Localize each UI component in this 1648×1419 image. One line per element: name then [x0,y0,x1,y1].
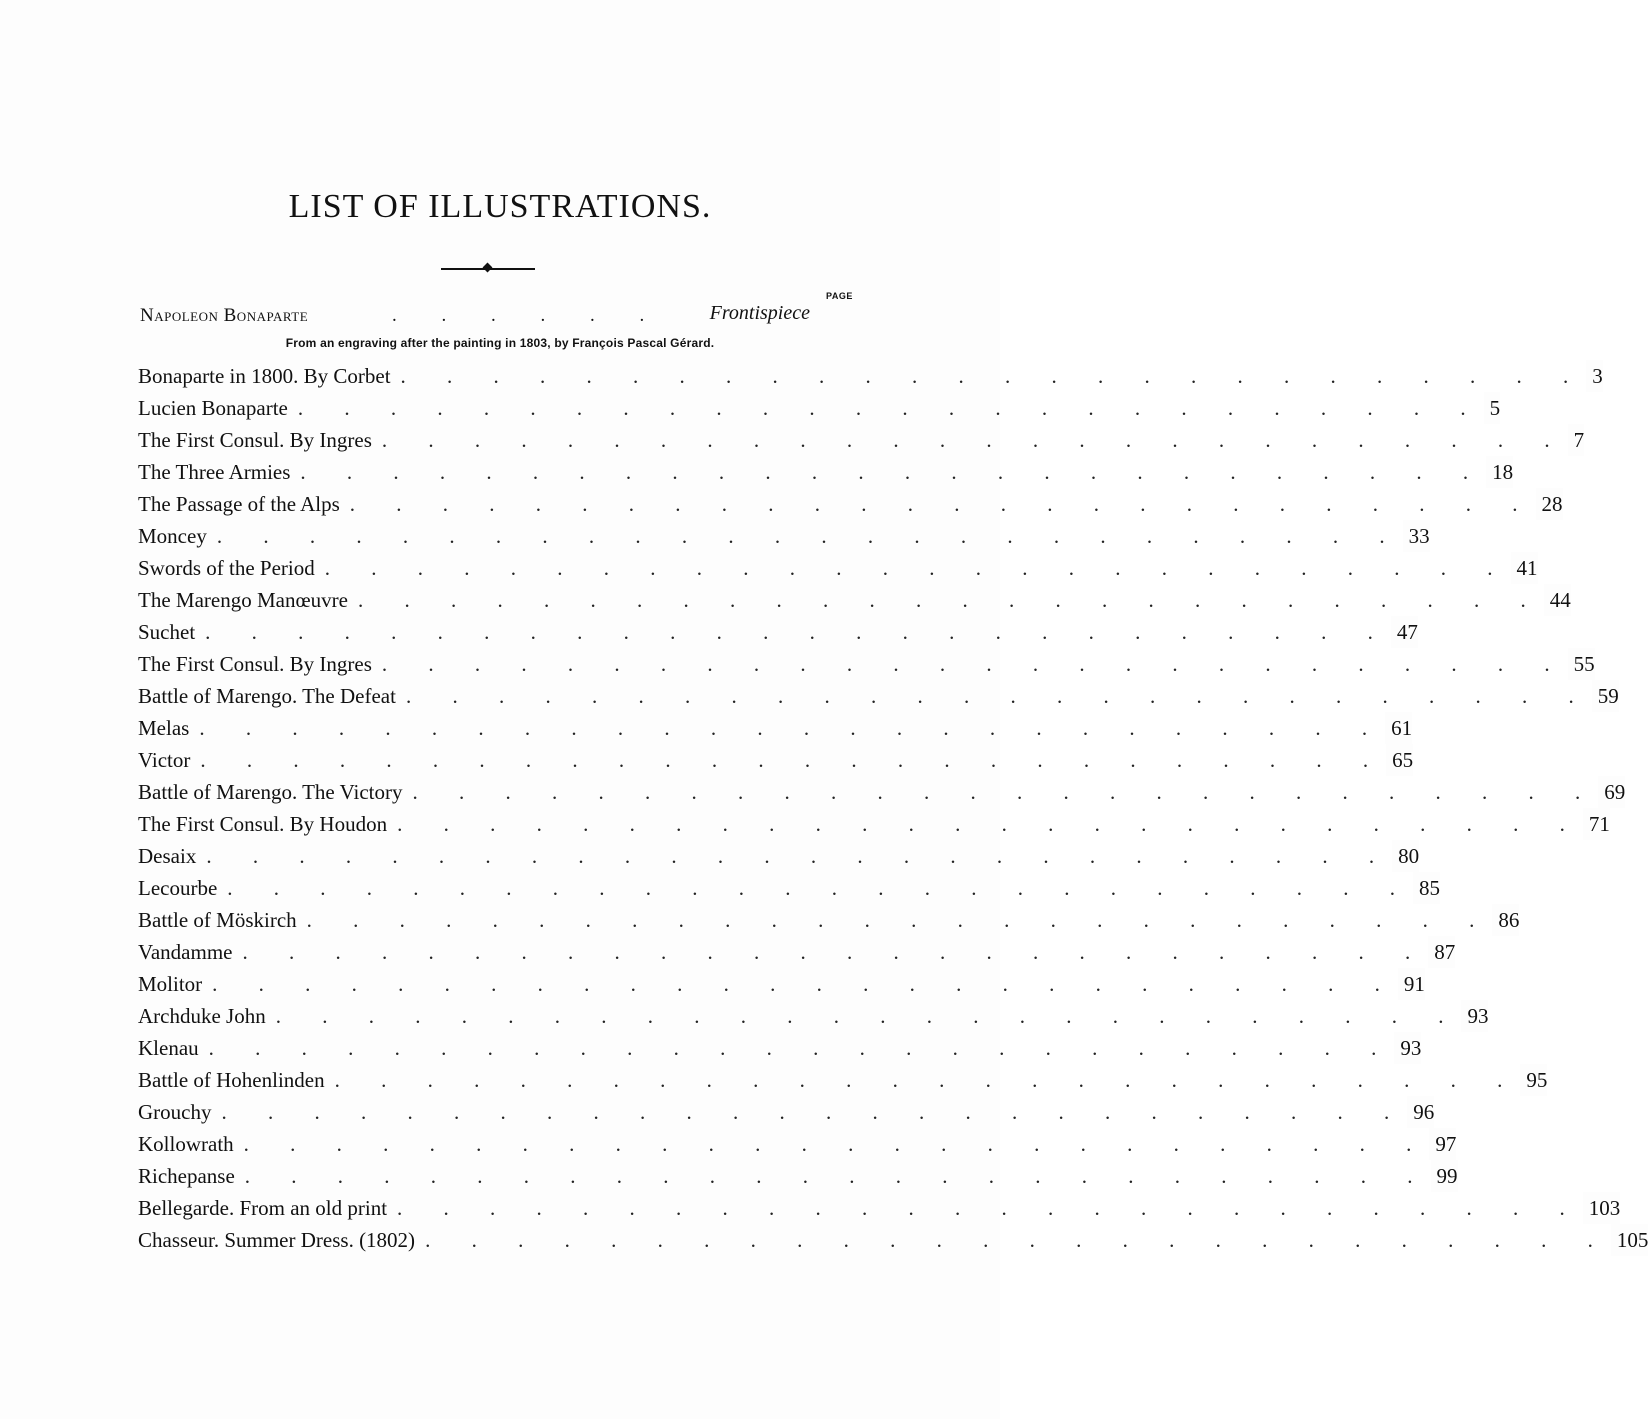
dot-leader: . . . . . . . . . . . . . . . . . . . . . . . . . . [208,1036,1395,1060]
list-item [138,1160,1458,1192]
entry-title: Bellegarde. From an old print [138,1192,397,1224]
entry-page-number: 71 [1583,808,1610,840]
entry-page-number: 5 [1484,392,1501,424]
entry-title: Lecourbe [138,872,227,904]
dot-leader: . . . . . . . . . . . . . . . . . . . . . . . . . . [425,1228,1611,1252]
list-item [138,552,1538,584]
entry-title: The First Consul. By Houdon [138,808,397,840]
entry-title: Moncey [138,520,217,552]
dot-leader: . . . . . . . . . . . . . . . . . . . . . . . . . . [405,684,1592,708]
entry-page-number: 93 [1461,1000,1488,1032]
list-item [138,1032,1422,1064]
entry-page-number: 59 [1592,680,1619,712]
entry-page-number: 18 [1486,456,1513,488]
dot-leader: . . . . . . . . . . . . . . . . . . . . . . . . . . [221,1100,1408,1124]
entry-title: Battle of Möskirch [138,904,307,936]
list-item [138,616,1418,648]
entry-page-number: 28 [1536,488,1563,520]
entry-title: Battle of Marengo. The Defeat [138,680,406,712]
entry-page-number: 47 [1391,616,1418,648]
dot-leader: . . . . . . . . . . . . . . . . . . . . . . . . . . [306,908,1493,932]
entry-title: Vandamme [138,936,242,968]
entry-page-number: 91 [1398,968,1425,1000]
dot-leader: . . . . . . . . . . . . . . . . . . . . . . . . . . [275,1004,1462,1028]
entry-title: The Three Armies [138,456,300,488]
entry-title: The First Consul. By Ingres [138,648,382,680]
page-column-label: PAGE [826,291,853,301]
entry-title: Bonaparte in 1800. By Corbet [138,360,401,392]
dot-leader: . . . . . . . . . . . . . . . . . . . . . . . . . . [244,1164,1431,1188]
list-item [138,1000,1489,1032]
dot-leader: . . . . . . . . . . . . . . . . . . . . . . . . . . [357,588,1544,612]
list-item [138,1128,1457,1160]
list-item [138,1096,1435,1128]
dot-leader: . . . . . . . . . . . . . . . . . . . . . . . . . . [412,780,1599,804]
list-item [138,808,1610,840]
list-item [138,936,1456,968]
dot-leader: . . . . . . . . . . . . . . . . . . . . . . . . . . [324,556,1511,580]
frontispiece-title: Napoleon Bonaparte [140,305,309,326]
entry-page-number: 103 [1583,1192,1621,1224]
entry-title: Klenau [138,1032,209,1064]
entry-page-number: 65 [1386,744,1413,776]
entry-title: Archduke John [138,1000,276,1032]
entry-page-number: 93 [1394,1032,1421,1064]
dot-leader: . . . . . . . . . . . . . . . . . . . . . . . . . . [199,716,1386,740]
page-title: LIST OF ILLUSTRATIONS. [288,188,712,225]
list-item [138,488,1563,520]
dot-leader: . . . . . . . . . . . . . . . . . . . . . . . . . . [206,844,1393,868]
entry-title: Suchet [138,616,205,648]
dot-leader: . . . . . . . . . . . . . . . . . . . . . . . . . . [200,748,1387,772]
entry-title: Molitor [138,968,212,1000]
dot-leader: . . . . . . . . . . . . . . . . . . . . . . . . . . [334,1068,1521,1092]
entry-page-number: 7 [1568,424,1585,456]
list-item [138,872,1441,904]
entry-page-number: 99 [1431,1160,1458,1192]
entry-page-number: 61 [1385,712,1412,744]
entry-title: Victor [138,744,200,776]
list-item [138,424,1585,456]
entry-page-number: 86 [1492,904,1519,936]
illustrations-list [138,360,1648,1256]
dot-leader: . . . . . . . . . . . . . . . . . . . . . . . . . . [400,364,1587,388]
list-item [138,520,1430,552]
list-item [138,712,1413,744]
dot-leader: . . . . . . . . . . . . . . . . . . . . . . . . . . [381,652,1568,676]
entry-title: Melas [138,712,199,744]
dot-leader: . . . . . . . . . . . . . . . . . . . . . . . . . . [243,1132,1430,1156]
dot-leader: . . . . . . . . . . . . . . . . . . . . . . . . . . [300,460,1487,484]
entry-page-number: 85 [1413,872,1440,904]
rule-diamond-ornament-icon [483,263,493,273]
list-item [138,1224,1648,1256]
entry-page-number: 87 [1428,936,1455,968]
entry-title: Chasseur. Summer Dress. (1802) [138,1224,425,1256]
dot-leader: . . . . . . . . . . . . . . . . . . . . . . . . . . [242,940,1429,964]
list-item [138,904,1520,936]
dot-leader: . . . . . . . . . . . . . . . . . . . . . . . . . . [212,972,1398,996]
dot-leader: . . . . . . . . . . . . . . . . . . . . . . . . . . [205,620,1391,644]
list-item [138,776,1626,808]
entry-title: The Marengo Manœuvre [138,584,358,616]
dot-leader: . . . . . . . . . . . . . . . . . . . . . . . . . . [349,492,1536,516]
frontispiece-note: Frontispiece [709,302,810,324]
list-item [138,968,1425,1000]
list-item [138,392,1501,424]
entry-title: The Passage of the Alps [138,488,350,520]
frontispiece-caption: From an engraving after the painting in 1803, by François Pascal Gérard. [285,336,715,350]
list-item [138,648,1595,680]
entry-page-number: 55 [1568,648,1595,680]
list-item [138,1064,1548,1096]
dot-leader: . . . . . . . . . . . . . . . . . . . . . . . . . . [397,812,1583,836]
entry-page-number: 80 [1392,840,1419,872]
dot-leader: . . . . . . . . . . . . . . . . . . . . . . . . . . [297,396,1484,420]
list-item [138,1192,1621,1224]
frontispiece-entry [140,302,810,332]
list-item [138,840,1420,872]
dot-leader: . . . . . . . . . . . . . . . . . . . . . . . . . . [227,876,1414,900]
entry-title: Grouchy [138,1096,221,1128]
entry-title: The First Consul. By Ingres [138,424,382,456]
frontispiece-leader: . . . . . . [392,305,665,326]
entry-page-number: 44 [1544,584,1571,616]
entry-page-number: 95 [1520,1064,1547,1096]
entry-title: Battle of Hohenlinden [138,1064,335,1096]
entry-title: Kollowrath [138,1128,244,1160]
entry-title: Swords of the Period [138,552,325,584]
entry-page-number: 33 [1403,520,1430,552]
entry-title: Richepanse [138,1160,245,1192]
entry-title: Lucien Bonaparte [138,392,298,424]
entry-title: Battle of Marengo. The Victory [138,776,412,808]
entry-page-number: 41 [1511,552,1538,584]
list-item [138,584,1571,616]
list-item [138,680,1619,712]
list-item [138,456,1514,488]
dot-leader: . . . . . . . . . . . . . . . . . . . . . . . . . . [216,524,1403,548]
entry-page-number: 69 [1598,776,1625,808]
dot-leader: . . . . . . . . . . . . . . . . . . . . . . . . . . [381,428,1568,452]
entry-page-number: 3 [1586,360,1603,392]
entry-page-number: 96 [1407,1096,1434,1128]
list-item [138,744,1414,776]
entry-page-number: 105 [1611,1224,1648,1256]
entry-title: Desaix [138,840,206,872]
entry-page-number: 97 [1429,1128,1456,1160]
list-item [138,360,1603,392]
dot-leader: . . . . . . . . . . . . . . . . . . . . . . . . . . [397,1196,1583,1220]
